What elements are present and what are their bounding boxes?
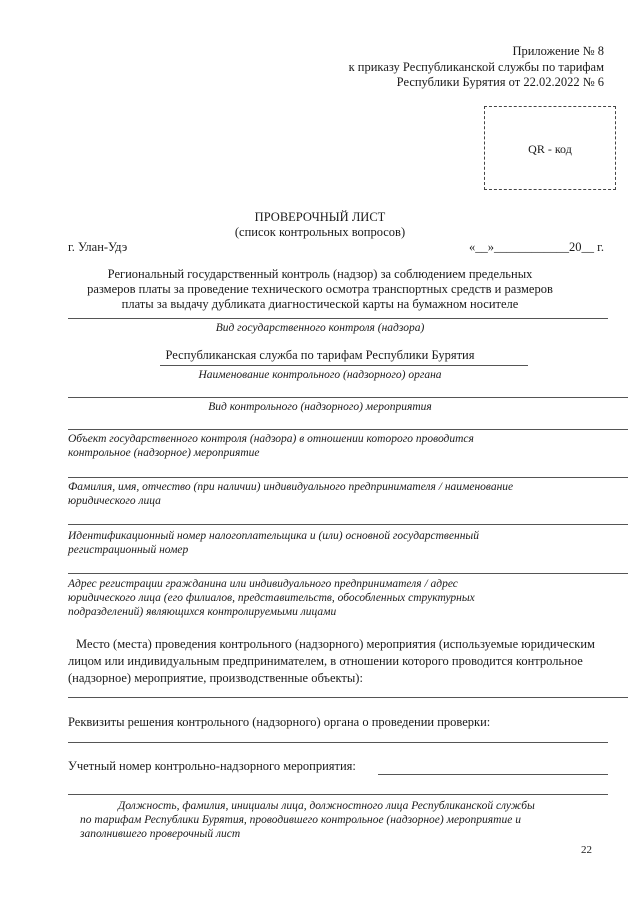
authority-underline xyxy=(160,365,528,366)
address-caption-line-2: юридического лица (его филиалов, представительств, обособленных структурных xyxy=(68,592,475,604)
name-caption-line-1: Фамилия, имя, отчество (при наличии) индивидуального предпринимателя / наименование xyxy=(68,481,514,493)
control-type-underline xyxy=(68,318,608,319)
object-line xyxy=(68,429,628,430)
event-type-caption: Вид контрольного (надзорного) мероприятия xyxy=(208,401,432,413)
place-line-3: (надзорное) мероприятие, производственные объекты): xyxy=(68,671,363,685)
place-line-2: лицом или индивидуальным предпринимателем, в отношении которого проводится контрольное xyxy=(68,654,583,668)
control-type-line-2: размеров платы за проведение технического осмотра транспортных средств и размеров xyxy=(87,282,553,296)
address-line xyxy=(68,573,628,574)
decision-underline xyxy=(68,742,608,743)
official-caption-line-1: Должность, фамилия, инициалы лица, должностного лица Республиканской службы xyxy=(118,800,535,812)
appendix-number: Приложение № 8 xyxy=(512,44,604,58)
date-field: «__»____________20__ г. xyxy=(469,240,604,254)
qr-code-box xyxy=(484,106,616,190)
object-caption-line-1: Объект государственного контроля (надзора) в отношении которого проводится xyxy=(68,433,474,445)
name-caption-line-2: юридического лица xyxy=(68,495,161,507)
decision-label: Реквизиты решения контрольного (надзорного) органа о проведении проверки: xyxy=(68,715,491,729)
order-reference: к приказу Республиканской службы по тарифам xyxy=(348,60,604,74)
account-number-label: Учетный номер контрольно-надзорного мероприятия: xyxy=(68,759,356,773)
address-caption-line-1: Адрес регистрации гражданина или индивидуального предпринимателя / адрес xyxy=(68,578,458,590)
city: г. Улан-Удэ xyxy=(68,240,128,254)
page-number: 22 xyxy=(581,844,592,856)
event-type-line xyxy=(68,397,628,398)
control-type-line-3: платы за выдачу дубликата диагностической карты на бумажном носителе xyxy=(121,297,519,311)
address-caption-line-3: подразделений) являющихся контролируемыми лицами xyxy=(68,606,337,618)
document-title: ПРОВЕРОЧНЫЙ ЛИСТ xyxy=(254,210,386,224)
place-underline xyxy=(68,697,628,698)
authority-name: Республиканская служба по тарифам Республики Бурятия xyxy=(165,348,475,362)
account-number-line xyxy=(378,774,608,775)
official-caption-line-3: заполнившего проверочный лист xyxy=(80,828,241,840)
authority-caption: Наименование контрольного (надзорного) органа xyxy=(198,369,442,381)
inn-caption-line-1: Идентификационный номер налогоплательщика и (или) основной государственный xyxy=(68,530,479,542)
place-line-1: Место (места) проведения контрольного (надзорного) мероприятия (используемые юридическим xyxy=(76,637,595,651)
name-line xyxy=(68,477,628,478)
inn-line xyxy=(68,524,628,525)
official-line xyxy=(68,794,608,795)
control-type-caption: Вид государственного контроля (надзора) xyxy=(215,322,425,334)
official-caption-line-2: по тарифам Республики Бурятия, проводившего контрольное (надзорное) мероприятие и xyxy=(80,814,521,826)
document-subtitle: (список контрольных вопросов) xyxy=(234,225,406,239)
inn-caption-line-2: регистрационный номер xyxy=(68,544,189,556)
control-type-line-1: Региональный государственный контроль (надзор) за соблюдением предельных xyxy=(107,267,533,281)
order-date: Республики Бурятия от 22.02.2022 № 6 xyxy=(396,75,604,89)
object-caption-line-2: контрольное (надзорное) мероприятие xyxy=(68,447,260,459)
qr-code-label: QR - код xyxy=(528,142,572,156)
